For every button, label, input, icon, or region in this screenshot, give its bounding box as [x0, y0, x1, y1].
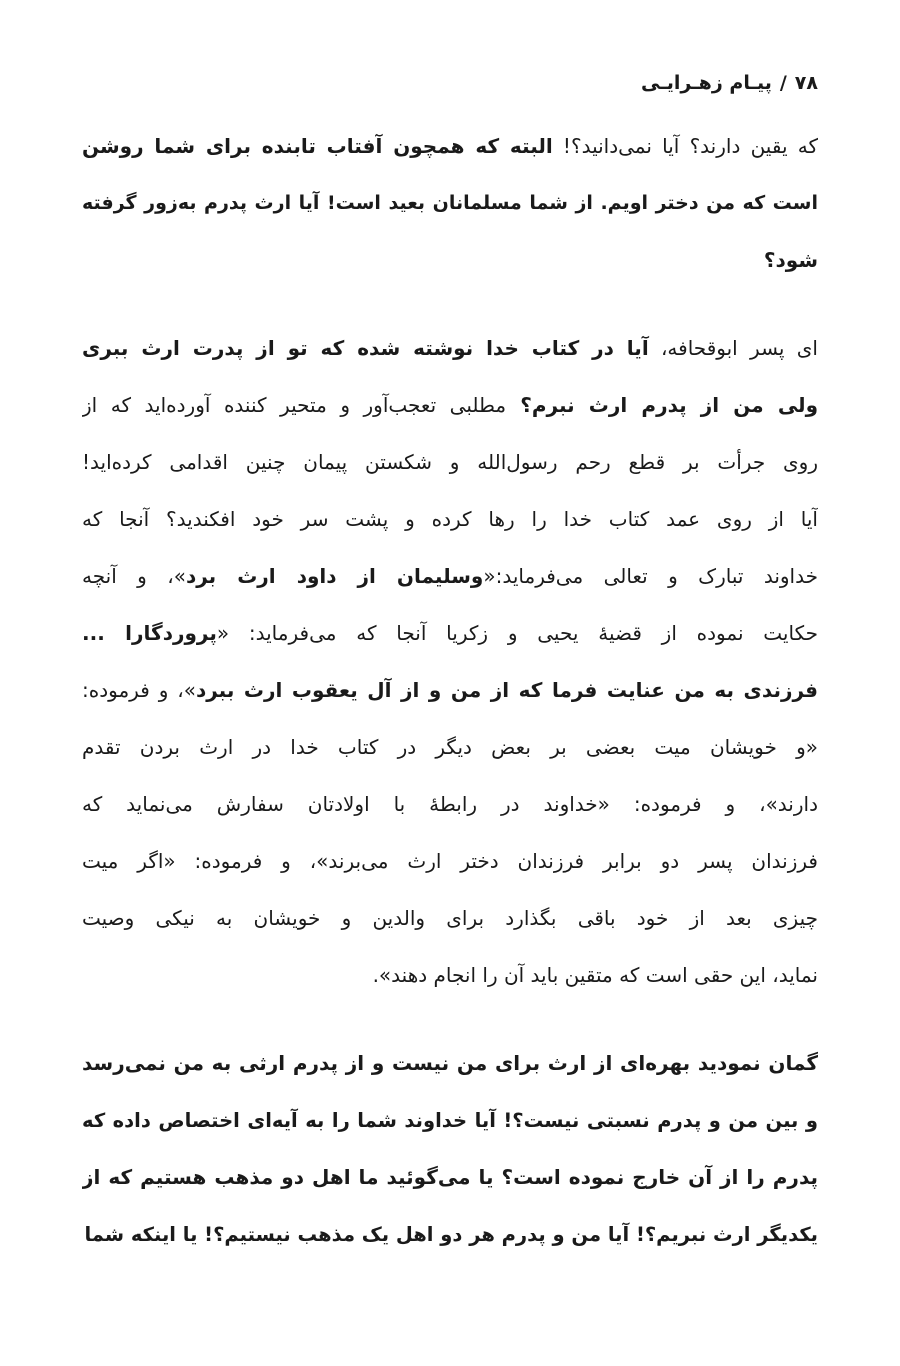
bold-text-segment: آیا در کتاب خدا نوشته شده که تو از پدرت ارث ببری: [82, 336, 649, 360]
text-segment: »، و فرموده:: [82, 678, 196, 702]
paragraph: [82, 1035, 818, 1263]
text-segment: روی جرأت بر قطع رحم رسول‌الله و شکستن پیمان چنین اقدامی کرده‌اید!: [82, 450, 818, 474]
text-segment: «و خویشان میت بعضی بر بعض دیگر در کتاب خدا در ارث بردن تقدم: [82, 735, 818, 759]
text-segment: نماید، این حقی است که متقین باید آن را انجام دهند».: [372, 963, 818, 987]
paragraph: [82, 118, 818, 289]
text-line: [82, 1206, 818, 1263]
text-line: [82, 776, 818, 833]
text-line: [82, 548, 818, 605]
text-segment: آیا از روی عمد کتاب خدا را رها کرده و پشت سر خود افکندید؟ آنجا که: [82, 507, 818, 531]
text-line: [82, 662, 818, 719]
text-line: [82, 491, 818, 548]
bold-text-segment: است که من دختر اویم. از شما مسلمانان بعید است! آیا ارث پدرم به‌زور گرفته: [82, 192, 818, 214]
bold-text-segment: البته که همچون آفتاب تابنده برای شما روشن: [82, 134, 553, 158]
bold-text-segment: گمان نمودید بهره‌ای از ارث برای من نیست و از پدرم ارثی به من نمی‌رسد: [82, 1051, 818, 1075]
bold-text-segment: فرزندی به من عنایت فرما که از من و از آل یعقوب ارث ببرد: [195, 678, 818, 702]
text-line: [82, 1092, 818, 1149]
text-line: [82, 719, 818, 776]
text-line: [82, 890, 818, 947]
bold-text-segment: یکدیگر ارث نبریم؟! آیا من و پدرم هر دو اهل یک مذهب نیستیم؟! یا اینکه شما: [84, 1223, 818, 1246]
text-segment: حکایت نموده از قضیهٔ یحیی و زکریا آنجا که می‌فرماید: «: [216, 621, 818, 645]
text-line: [82, 232, 818, 289]
bold-text-segment: ولی من از پدرم ارث نبرم؟: [506, 393, 818, 417]
bold-text-segment: و بین من و پدرم نسبتی نیست؟! آیا خداوند شما را به آیه‌ای اختصاص داده که: [82, 1109, 818, 1132]
running-header: [641, 72, 818, 94]
body-text: [82, 118, 818, 1294]
text-segment: ای پسر ابوقحافه،: [648, 336, 818, 360]
book-title: پیـام زهـرایـی: [640, 72, 772, 94]
text-line: [82, 947, 818, 1004]
text-segment: دارند»، و فرموده: «خداوند در رابطهٔ با اولادتان سفارش می‌نماید که: [82, 792, 818, 816]
text-segment: »، و آنچه: [82, 564, 186, 588]
text-line: [82, 1149, 818, 1206]
text-segment: فرزندان پسر دو برابر فرزندان دختر ارث می‌برند»، و فرموده: «اگر میت: [82, 849, 818, 873]
text-line: [82, 605, 818, 662]
text-line: [82, 1035, 818, 1092]
header-separator: /: [779, 72, 787, 94]
text-segment: که یقین دارند؟ آیا نمی‌دانید؟!: [552, 134, 818, 158]
text-line: [82, 833, 818, 890]
text-segment: چیزی بعد از خود باقی بگذارد برای والدین و خویشان به نیکی وصیت: [82, 906, 818, 930]
bold-text-segment: پروردگارا ...: [82, 621, 217, 645]
text-line: [82, 377, 818, 434]
paragraph: [82, 320, 818, 1004]
bold-text-segment: وسلیمان از داود ارث برد: [185, 564, 484, 588]
bold-text-segment: شود؟: [763, 248, 818, 272]
page-number: ۷۸: [794, 72, 818, 94]
text-line: [82, 175, 818, 232]
text-line: [82, 434, 818, 491]
bold-text-segment: پدرم را از آن خارج نموده است؟ یا می‌گوئید ما اهل دو مذهب هستیم که از: [82, 1165, 818, 1189]
text-segment: خداوند تبارک و تعالی می‌فرماید:«: [483, 564, 818, 588]
text-segment: مطلبی تعجب‌آور و متحیر کننده آورده‌اید که از: [82, 393, 507, 417]
text-line: [82, 320, 818, 377]
text-line: [82, 118, 818, 175]
